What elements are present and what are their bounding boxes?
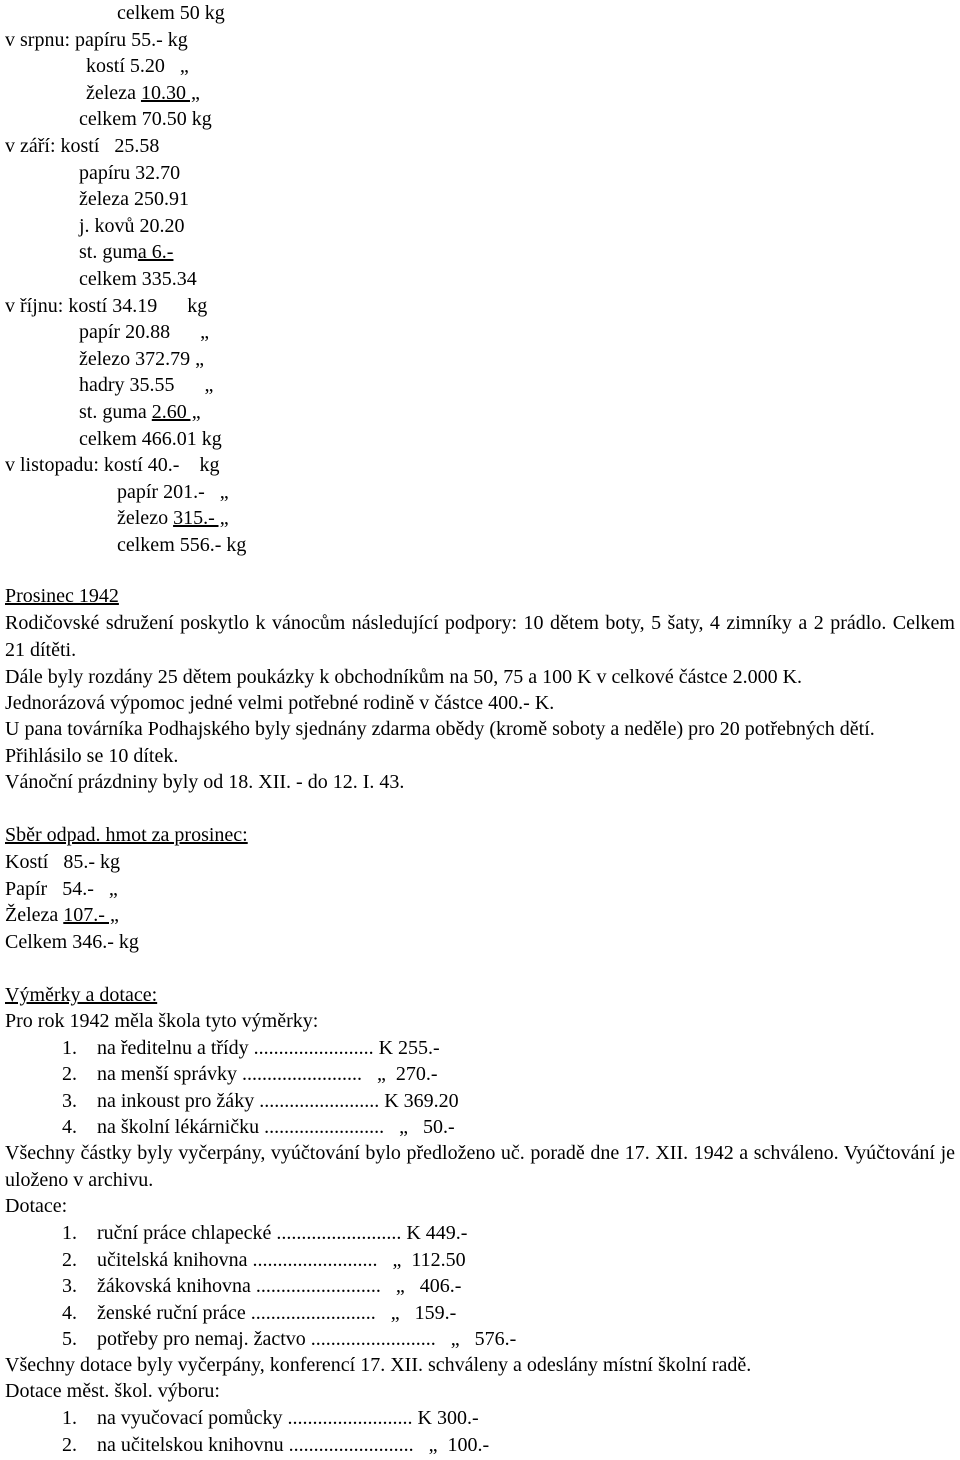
city-grant-item xyxy=(62,1432,489,1458)
collection-line xyxy=(117,532,246,558)
collection-line xyxy=(79,372,213,398)
collection-line xyxy=(79,160,180,186)
collection-line-text: papír 20.88 „ xyxy=(79,321,209,344)
december-paragraph-support: Rodičovské sdružení poskytlo k vánocům následující podpory: 10 dětem boty, 5 šaty, 4 zimníky a 2 prádlo. Celkem 21 dítěti. xyxy=(5,612,955,661)
budget-summary: Všechny částky byly vyčerpány, vyúčtování bylo předloženo uč. poradě dne 17. XII. 1942 a schváleno. Vyúčtování je uloženo v archivu. xyxy=(5,1142,955,1191)
collection-line-text: papíru 32.70 xyxy=(79,161,181,184)
collection-line xyxy=(5,133,159,159)
collection-line xyxy=(86,53,189,79)
december-paragraph-holidays: Vánoční prázdniny byly od 18. XII. - do 12. I. 43. xyxy=(5,771,405,793)
grant-item-text: ženské ruční práce ......................... „ 159.- xyxy=(97,1301,457,1324)
collection-line-text: 315.- „ xyxy=(173,507,229,530)
grant-item-text: žákovská knihovna ......................... „ 406.- xyxy=(97,1275,462,1297)
city-grant-item-text: na učitelskou knihovnu ......................... „ 100.- xyxy=(97,1433,490,1456)
collection-line-text: st. guma xyxy=(79,401,152,423)
waste-line-text: 107.- „ xyxy=(63,904,119,926)
collection-line xyxy=(79,346,204,372)
city-grant-item-text: na vyučovací pomůcky ......................... K 300.- xyxy=(97,1407,479,1429)
collection-line-text: železo 372.79 „ xyxy=(79,347,204,370)
budget-item-text: na menší správky ........................ „ 270.- xyxy=(97,1063,438,1086)
waste-line-text: Železa xyxy=(5,904,64,926)
collection-line xyxy=(79,106,212,132)
collection-line xyxy=(117,479,229,505)
grant-item xyxy=(62,1273,461,1299)
budget-item-text: na školní lékárničku ........................ „ 50.- xyxy=(97,1116,455,1139)
collection-line-text: 10.30 „ xyxy=(140,81,200,104)
grant-item-number: 1. xyxy=(62,1222,77,1244)
collection-line xyxy=(5,293,207,319)
budget-heading: Výměrky a dotace: xyxy=(5,984,158,1006)
city-grant-item xyxy=(62,1405,479,1431)
budget-item-number: 3. xyxy=(62,1089,77,1112)
collection-line xyxy=(79,266,197,292)
waste-line-text: Celkem 346.- kg xyxy=(5,930,139,953)
collection-line-text: v srpnu: papíru 55.- kg xyxy=(5,28,188,51)
collection-line-text: celkem 70.50 kg xyxy=(79,108,212,131)
collection-line-text: celkem 335.34 xyxy=(79,268,197,290)
collection-line xyxy=(79,239,173,265)
grant-item-text: ruční práce chlapecké ......................... K 449.- xyxy=(97,1222,468,1244)
waste-line xyxy=(5,849,120,875)
collection-line-text: kostí 5.20 „ xyxy=(86,55,189,78)
grant-item xyxy=(62,1300,456,1326)
waste-line xyxy=(5,902,119,928)
collection-line-text: celkem 556.- kg xyxy=(117,534,247,556)
city-grants-heading: Dotace měst. škol. výboru: xyxy=(5,1380,220,1402)
collection-line xyxy=(79,426,222,452)
collection-line-text: železo xyxy=(117,507,174,530)
collection-line xyxy=(117,505,229,531)
grant-item-number: 5. xyxy=(62,1328,77,1350)
waste-line xyxy=(5,876,118,902)
december-paragraph-lunches: U pana továrníka Podhajského byly sjednány zdarma obědy (kromě soboty a neděle) pro 20 potřebných dětí. Přihlásilo se 10 dítek. xyxy=(5,718,875,767)
collection-line-text: 2.60 „ xyxy=(151,401,201,423)
city-grant-item-number: 2. xyxy=(62,1433,77,1456)
collection-line-text: celkem 50 kg xyxy=(117,2,225,24)
collection-line xyxy=(79,319,209,345)
grant-item-text: potřeby pro nemaj. žactvo ......................... „ 576.- xyxy=(97,1328,517,1350)
december-paragraph-vouchers: Dále byly rozdány 25 dětem poukázky k obchodníkům na 50, 75 a 100 K v celkové částce 2.000 K. xyxy=(5,666,803,688)
collection-line xyxy=(79,186,189,212)
collection-line-text: železa 250.91 xyxy=(79,188,189,211)
grant-item xyxy=(62,1326,516,1352)
grant-item-number: 4. xyxy=(62,1301,77,1324)
grant-item-text: učitelská knihovna ......................... „ 112.50 xyxy=(97,1248,466,1271)
budget-item xyxy=(62,1114,455,1140)
collection-line-text: st. gum xyxy=(79,241,138,264)
waste-line xyxy=(5,929,139,955)
collection-line-text: hadry 35.55 „ xyxy=(79,374,214,397)
budget-item-text: na inkoust pro žáky ........................ K 369.20 xyxy=(97,1089,459,1112)
budget-item-number: 2. xyxy=(62,1063,77,1086)
collection-line-text: v září: kostí 25.58 xyxy=(5,135,160,157)
waste-heading: Sběr odpad. hmot za prosinec: xyxy=(5,824,248,846)
collection-line xyxy=(79,213,185,239)
collection-line-text: v listopadu: kostí 40.- kg xyxy=(5,454,220,477)
budget-item-number: 4. xyxy=(62,1116,77,1139)
budget-item xyxy=(62,1088,459,1114)
collection-line-text: papír 201.- „ xyxy=(117,480,229,503)
budget-item xyxy=(62,1061,438,1087)
budget-item-text: na ředitelnu a třídy ........................ K 255.- xyxy=(97,1037,440,1059)
budget-item xyxy=(62,1035,440,1061)
city-grant-item-number: 1. xyxy=(62,1407,77,1429)
grant-item xyxy=(62,1220,467,1246)
collection-line-text: a 6.- xyxy=(137,241,174,264)
waste-line-text: Papír 54.- „ xyxy=(5,877,118,900)
collection-line-text: j. kovů 20.20 xyxy=(79,214,185,237)
collection-line xyxy=(5,452,219,478)
collection-line xyxy=(5,27,188,53)
waste-line-text: Kostí 85.- kg xyxy=(5,851,120,873)
collection-line-text: železa xyxy=(86,81,141,104)
collection-line xyxy=(86,80,200,106)
grants-heading: Dotace: xyxy=(5,1195,68,1217)
collection-line-text: celkem 466.01 kg xyxy=(79,427,222,450)
grant-item-number: 2. xyxy=(62,1248,77,1271)
december-heading: Prosinec 1942 xyxy=(5,585,119,607)
budget-item-number: 1. xyxy=(62,1037,77,1059)
budget-intro: Pro rok 1942 měla škola tyto výměrky: xyxy=(5,1010,319,1032)
collection-line-text: v říjnu: kostí 34.19 kg xyxy=(5,294,208,317)
collection-line xyxy=(117,0,225,26)
december-paragraph-onetime-aid: Jednorázová výpomoc jedné velmi potřebné rodině v částce 400.- K. xyxy=(5,692,555,714)
grant-item xyxy=(62,1247,466,1273)
collection-line xyxy=(79,399,201,425)
grant-item-number: 3. xyxy=(62,1275,77,1297)
grants-summary: Všechny dotace byly vyčerpány, konferencí 17. XII. schváleny a odeslány místní školní radě. xyxy=(5,1354,752,1376)
